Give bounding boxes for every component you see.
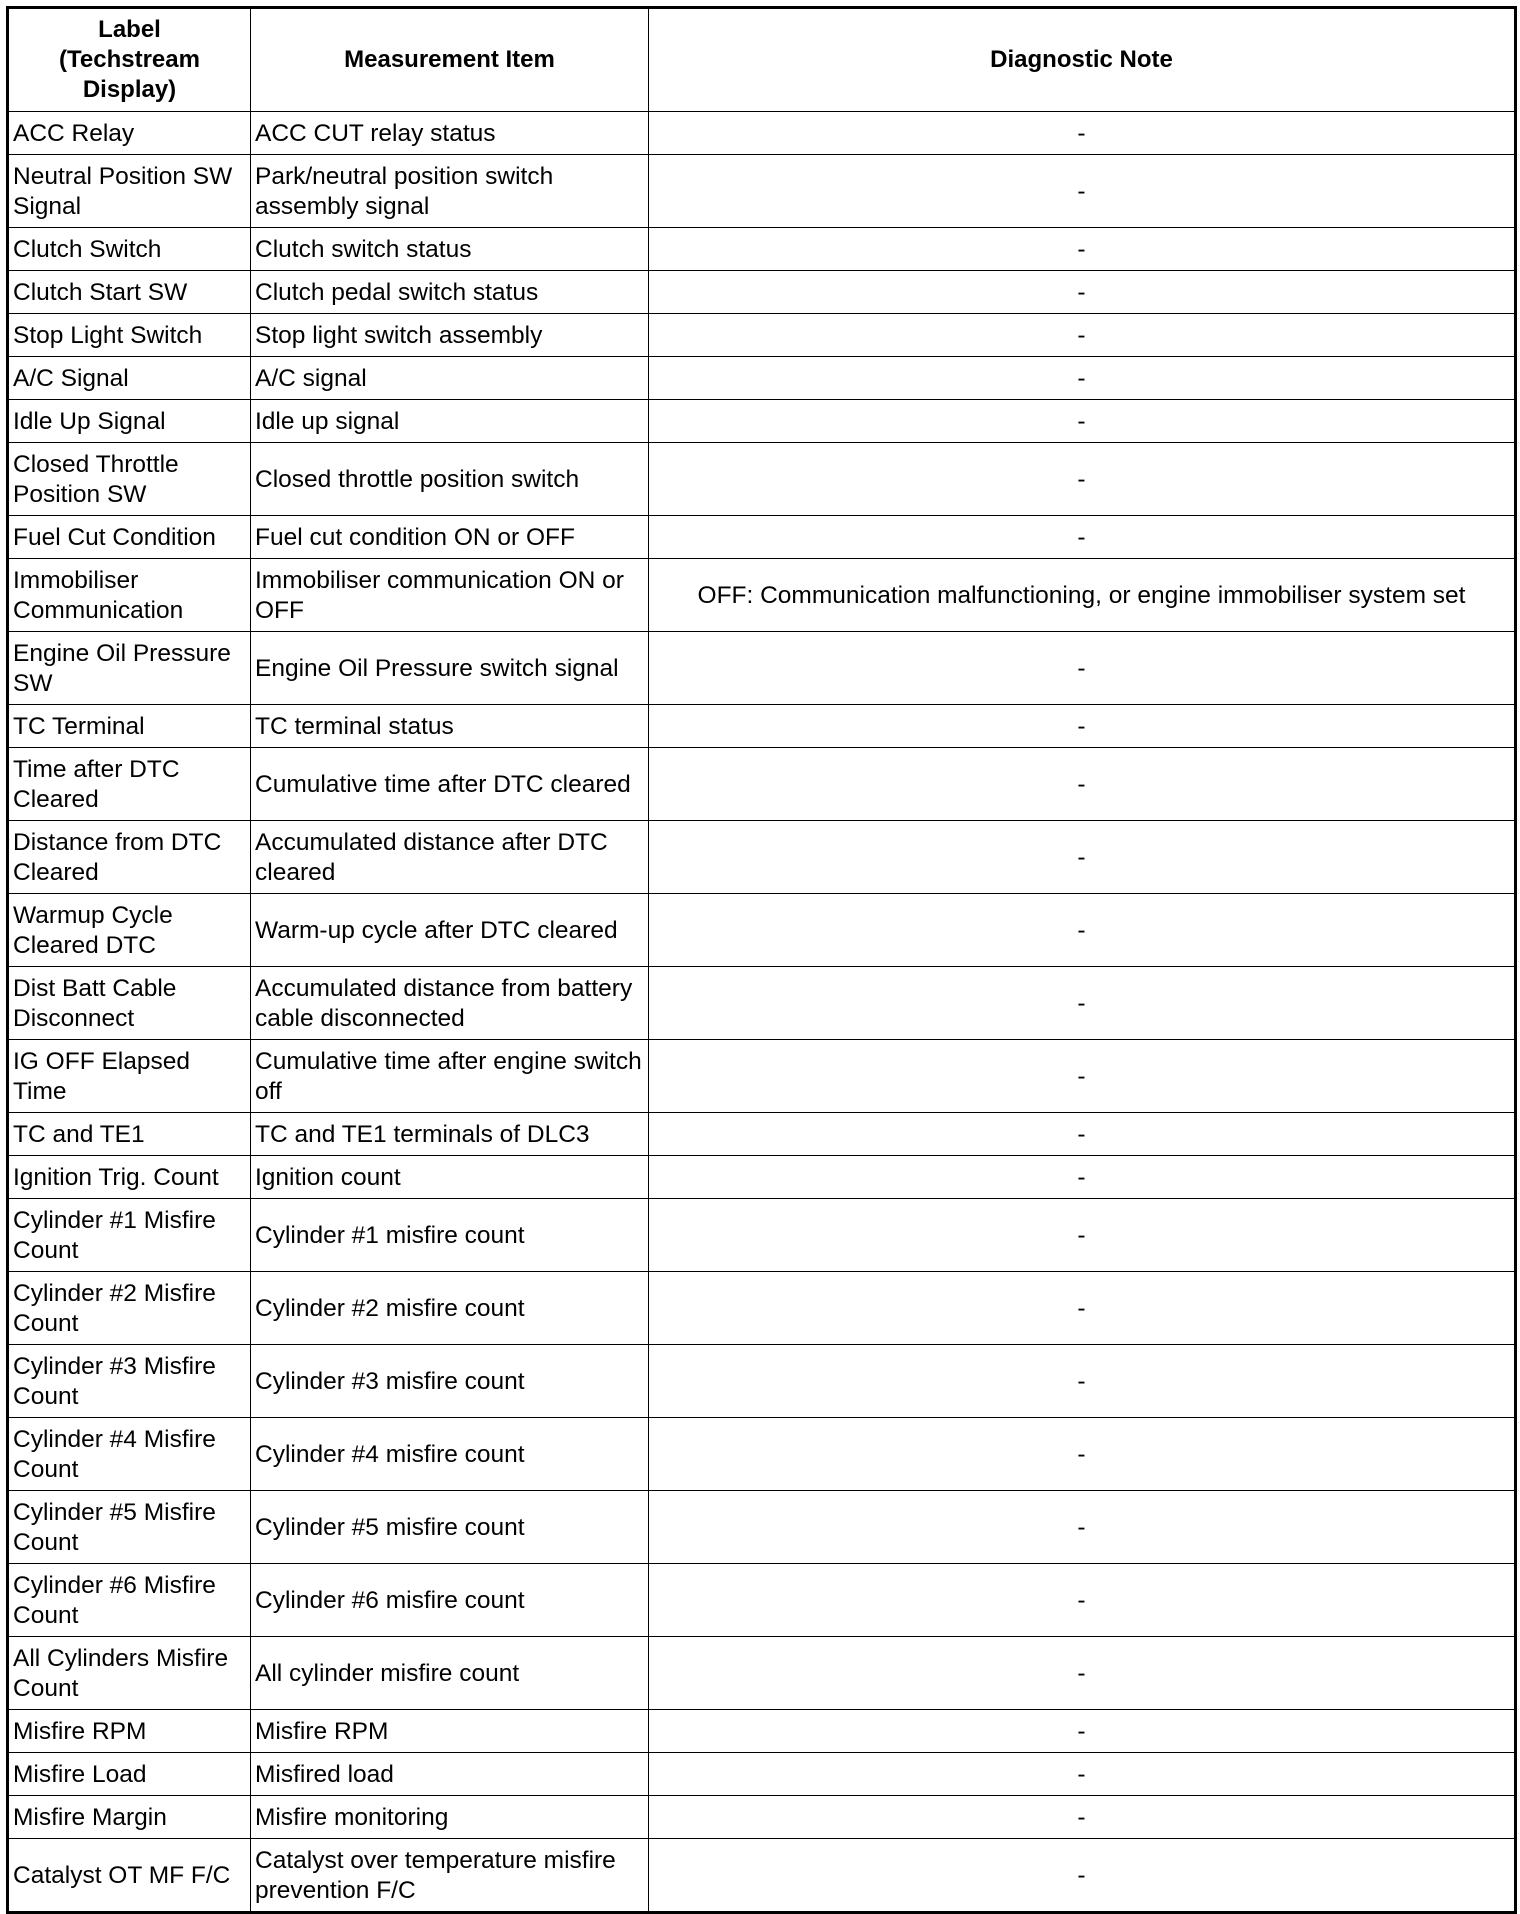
cell-diagnostic-note: - — [649, 1564, 1516, 1637]
cell-label: A/C Signal — [8, 357, 251, 400]
table-row — [8, 516, 1516, 559]
cell-label: Cylinder #1 Misfire Count — [8, 1199, 251, 1272]
cell-label: Stop Light Switch — [8, 314, 251, 357]
table-body — [8, 112, 1516, 1913]
cell-measurement-item: Cumulative time after DTC cleared — [251, 748, 649, 821]
cell-measurement-item: Warm-up cycle after DTC cleared — [251, 894, 649, 967]
cell-diagnostic-note: - — [649, 1753, 1516, 1796]
cell-measurement-item: Immobiliser communication ON or OFF — [251, 559, 649, 632]
cell-diagnostic-note: - — [649, 705, 1516, 748]
cell-diagnostic-note: - — [649, 1710, 1516, 1753]
cell-diagnostic-note: - — [649, 1418, 1516, 1491]
table-row — [8, 1637, 1516, 1710]
cell-label: Cylinder #3 Misfire Count — [8, 1345, 251, 1418]
cell-diagnostic-note: - — [649, 1839, 1516, 1913]
cell-label: Cylinder #2 Misfire Count — [8, 1272, 251, 1345]
table-row — [8, 1564, 1516, 1637]
table-row — [8, 1796, 1516, 1839]
data-list-table-container — [6, 6, 1514, 1914]
cell-measurement-item: Stop light switch assembly — [251, 314, 649, 357]
cell-label: Distance from DTC Cleared — [8, 821, 251, 894]
cell-measurement-item: Idle up signal — [251, 400, 649, 443]
cell-label: Cylinder #4 Misfire Count — [8, 1418, 251, 1491]
cell-measurement-item: TC terminal status — [251, 705, 649, 748]
column-header-measurement-item: Measurement Item — [251, 8, 649, 112]
cell-measurement-item: Cylinder #4 misfire count — [251, 1418, 649, 1491]
cell-diagnostic-note: - — [649, 1637, 1516, 1710]
cell-diagnostic-note: - — [649, 112, 1516, 155]
cell-label: Catalyst OT MF F/C — [8, 1839, 251, 1913]
cell-measurement-item: ACC CUT relay status — [251, 112, 649, 155]
table-row — [8, 1839, 1516, 1913]
cell-label: Misfire RPM — [8, 1710, 251, 1753]
cell-measurement-item: A/C signal — [251, 357, 649, 400]
column-header-label: Label (Techstream Display) — [8, 8, 251, 112]
cell-measurement-item: Catalyst over temperature misfire prevention F/C — [251, 1839, 649, 1913]
cell-diagnostic-note: - — [649, 967, 1516, 1040]
table-row — [8, 1156, 1516, 1199]
cell-label: Ignition Trig. Count — [8, 1156, 251, 1199]
table-row — [8, 705, 1516, 748]
table-row — [8, 400, 1516, 443]
cell-diagnostic-note: - — [649, 228, 1516, 271]
cell-measurement-item: Misfired load — [251, 1753, 649, 1796]
table-row — [8, 1710, 1516, 1753]
cell-label: Idle Up Signal — [8, 400, 251, 443]
cell-measurement-item: Clutch pedal switch status — [251, 271, 649, 314]
cell-measurement-item: Cumulative time after engine switch off — [251, 1040, 649, 1113]
data-list-table — [6, 6, 1517, 1914]
table-row — [8, 1040, 1516, 1113]
table-row — [8, 967, 1516, 1040]
cell-measurement-item: Cylinder #3 misfire count — [251, 1345, 649, 1418]
table-row — [8, 112, 1516, 155]
cell-measurement-item: Cylinder #2 misfire count — [251, 1272, 649, 1345]
cell-measurement-item: Accumulated distance after DTC cleared — [251, 821, 649, 894]
table-row — [8, 1491, 1516, 1564]
table-header-row — [8, 8, 1516, 112]
cell-diagnostic-note: - — [649, 748, 1516, 821]
cell-label: Misfire Margin — [8, 1796, 251, 1839]
cell-measurement-item: Misfire monitoring — [251, 1796, 649, 1839]
cell-diagnostic-note: - — [649, 271, 1516, 314]
cell-diagnostic-note: - — [649, 821, 1516, 894]
cell-diagnostic-note: - — [649, 1345, 1516, 1418]
cell-diagnostic-note: OFF: Communication malfunctioning, or engine immobiliser system set — [649, 559, 1516, 632]
table-row — [8, 1272, 1516, 1345]
cell-measurement-item: TC and TE1 terminals of DLC3 — [251, 1113, 649, 1156]
cell-label: Misfire Load — [8, 1753, 251, 1796]
cell-label: IG OFF Elapsed Time — [8, 1040, 251, 1113]
cell-diagnostic-note: - — [649, 1040, 1516, 1113]
cell-diagnostic-note: - — [649, 516, 1516, 559]
cell-measurement-item: Fuel cut condition ON or OFF — [251, 516, 649, 559]
table-row — [8, 314, 1516, 357]
table-row — [8, 632, 1516, 705]
table-row — [8, 155, 1516, 228]
cell-diagnostic-note: - — [649, 314, 1516, 357]
table-row — [8, 1113, 1516, 1156]
cell-diagnostic-note: - — [649, 1491, 1516, 1564]
table-row — [8, 748, 1516, 821]
table-row — [8, 559, 1516, 632]
cell-label: Closed Throttle Position SW — [8, 443, 251, 516]
cell-label: ACC Relay — [8, 112, 251, 155]
cell-diagnostic-note: - — [649, 1113, 1516, 1156]
cell-measurement-item: Cylinder #6 misfire count — [251, 1564, 649, 1637]
cell-measurement-item: Park/neutral position switch assembly signal — [251, 155, 649, 228]
cell-diagnostic-note: - — [649, 443, 1516, 516]
cell-measurement-item: Closed throttle position switch — [251, 443, 649, 516]
cell-label: All Cylinders Misfire Count — [8, 1637, 251, 1710]
cell-label: Clutch Start SW — [8, 271, 251, 314]
table-row — [8, 1345, 1516, 1418]
table-row — [8, 1753, 1516, 1796]
cell-label: TC and TE1 — [8, 1113, 251, 1156]
table-row — [8, 443, 1516, 516]
table-row — [8, 1199, 1516, 1272]
cell-label: Time after DTC Cleared — [8, 748, 251, 821]
cell-measurement-item: Accumulated distance from battery cable disconnected — [251, 967, 649, 1040]
cell-label: Cylinder #6 Misfire Count — [8, 1564, 251, 1637]
cell-measurement-item: Ignition count — [251, 1156, 649, 1199]
cell-diagnostic-note: - — [649, 1156, 1516, 1199]
cell-diagnostic-note: - — [649, 1796, 1516, 1839]
cell-measurement-item: Misfire RPM — [251, 1710, 649, 1753]
column-header-diagnostic-note: Diagnostic Note — [649, 8, 1516, 112]
cell-label: Neutral Position SW Signal — [8, 155, 251, 228]
cell-label: Cylinder #5 Misfire Count — [8, 1491, 251, 1564]
table-row — [8, 228, 1516, 271]
cell-label: TC Terminal — [8, 705, 251, 748]
cell-label: Immobiliser Communication — [8, 559, 251, 632]
cell-diagnostic-note: - — [649, 632, 1516, 705]
cell-label: Fuel Cut Condition — [8, 516, 251, 559]
cell-label: Dist Batt Cable Disconnect — [8, 967, 251, 1040]
cell-diagnostic-note: - — [649, 155, 1516, 228]
cell-measurement-item: Engine Oil Pressure switch signal — [251, 632, 649, 705]
table-row — [8, 271, 1516, 314]
table-row — [8, 821, 1516, 894]
cell-diagnostic-note: - — [649, 894, 1516, 967]
cell-label: Warmup Cycle Cleared DTC — [8, 894, 251, 967]
cell-diagnostic-note: - — [649, 357, 1516, 400]
cell-measurement-item: Cylinder #1 misfire count — [251, 1199, 649, 1272]
cell-label: Clutch Switch — [8, 228, 251, 271]
table-row — [8, 1418, 1516, 1491]
cell-label: Engine Oil Pressure SW — [8, 632, 251, 705]
cell-measurement-item: Clutch switch status — [251, 228, 649, 271]
cell-measurement-item: Cylinder #5 misfire count — [251, 1491, 649, 1564]
table-row — [8, 357, 1516, 400]
cell-diagnostic-note: - — [649, 1272, 1516, 1345]
table-row — [8, 894, 1516, 967]
cell-diagnostic-note: - — [649, 1199, 1516, 1272]
cell-measurement-item: All cylinder misfire count — [251, 1637, 649, 1710]
cell-diagnostic-note: - — [649, 400, 1516, 443]
